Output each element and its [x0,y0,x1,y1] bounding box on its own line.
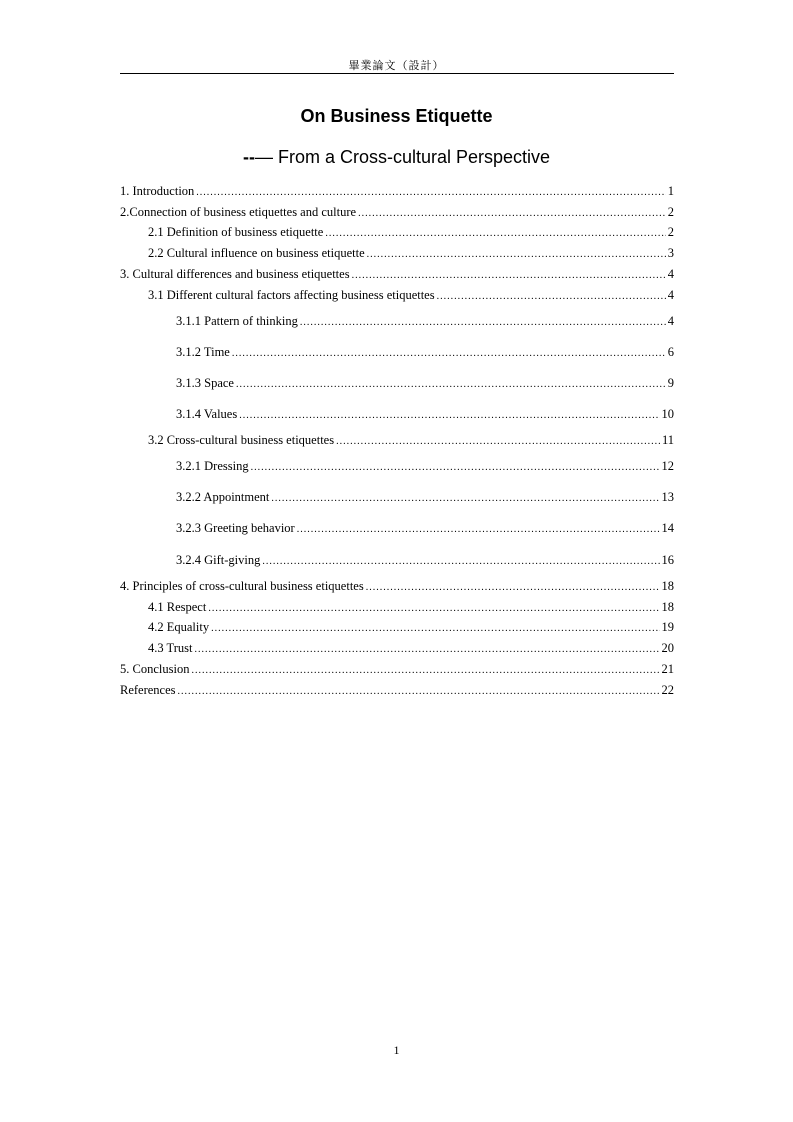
toc-entry-page: 14 [661,521,674,535]
toc-entry[interactable] [176,375,674,391]
toc-entry[interactable] [148,287,674,303]
toc-entry-label: 4.1 Respect [148,600,207,614]
toc-entry-label: 4.3 Trust [148,641,193,655]
toc-leader-dots [178,684,660,700]
toc-entry-page: 20 [661,641,674,655]
toc-entry[interactable] [148,245,674,261]
toc-entry-page: 18 [661,579,674,593]
toc-entry-label: 2.Connection of business etiquettes and culture [120,205,357,219]
toc-entry[interactable] [120,661,674,677]
running-header: 畢業論文（設計） [348,59,445,72]
toc-leader-dots [358,206,666,222]
toc-leader-dots [367,247,666,263]
toc-entry-page: 21 [661,662,674,676]
toc-entry[interactable] [176,552,674,568]
subtitle-dash: -- [242,147,255,167]
toc-entry-label: 4.2 Equality [148,620,210,634]
toc-leader-dots [196,185,665,201]
toc-entry-page: 11 [661,433,674,447]
toc-leader-dots [271,491,659,507]
toc-leader-dots [251,460,660,476]
toc-entry-label: 2.2 Cultural influence on business etiquette [148,246,365,260]
toc-entry-label: 1. Introduction [120,184,195,198]
toc-leader-dots [366,580,660,596]
document-title: On Business Etiquette [300,106,493,126]
toc-entry-page: 4 [667,314,674,328]
toc-leader-dots [352,268,666,284]
toc-entry[interactable] [120,578,674,594]
toc-entry-label: 3.2.1 Dressing [176,459,249,473]
toc-entry[interactable] [176,458,674,474]
toc-entry-label: 3.1 Different cultural factors affecting business etiquettes [148,288,435,302]
toc-entry[interactable] [148,640,674,656]
toc-entry-label: 3.1.2 Time [176,345,230,359]
toc-entry[interactable] [120,266,674,282]
toc-entry[interactable] [148,599,674,615]
toc-entry-label: 3.1.3 Space [176,376,234,390]
toc-entry[interactable] [176,344,674,360]
toc-entry-label: 2.1 Definition of business etiquette [148,225,324,239]
toc-entry-page: 10 [661,407,674,421]
subtitle-text: — From a Cross-cultural Perspective [254,147,551,167]
toc-entry-page: 2 [667,225,674,239]
toc-leader-dots [297,522,660,538]
toc-entry-page: 19 [661,620,674,634]
toc-leader-dots [239,408,659,424]
toc-leader-dots [437,289,666,305]
toc-entry[interactable] [148,432,674,448]
toc-entry-page: 12 [661,459,674,473]
toc-entry[interactable] [176,520,674,536]
toc-entry-page: 9 [667,376,674,390]
toc-leader-dots [232,346,666,362]
toc-entry-page: 6 [667,345,674,359]
toc-entry-page: 1 [667,184,674,198]
toc-entry-page: 22 [661,683,674,697]
toc-leader-dots [336,434,660,450]
toc-entry-label: 5. Conclusion [120,662,190,676]
toc-entry-page: 2 [667,205,674,219]
toc-leader-dots [300,315,666,331]
toc-entry-label: 3.2 Cross-cultural business etiquettes [148,433,335,447]
toc-entry[interactable] [148,619,674,635]
toc-entry-label: 3.2.3 Greeting behavior [176,521,295,535]
toc-entry-label: 4. Principles of cross-cultural business etiquettes [120,579,364,593]
toc-leader-dots [236,377,666,393]
toc-entry-label: 3. Cultural differences and business etiquettes [120,267,350,281]
toc-entry-label: 3.1.4 Values [176,407,238,421]
toc-leader-dots [191,663,659,679]
toc-leader-dots [325,226,665,242]
toc-entry[interactable] [148,224,674,240]
toc-entry-page: 4 [667,267,674,281]
toc-entry[interactable] [176,406,674,422]
toc-entry-page: 16 [661,553,674,567]
page-number: 1 [393,1043,400,1057]
toc-entry[interactable] [120,183,674,199]
toc-entry-page: 18 [661,600,674,614]
toc-entry-label: 3.1.1 Pattern of thinking [176,314,298,328]
toc-leader-dots [208,601,659,617]
toc-leader-dots [211,621,659,637]
toc-entry-label: 3.2.2 Appointment [176,490,270,504]
toc-leader-dots [194,642,659,658]
toc-leader-dots [262,554,659,570]
toc-entry[interactable] [176,313,674,329]
toc-entry-label: References [120,683,176,697]
toc-entry-page: 13 [661,490,674,504]
toc-entry-page: 4 [667,288,674,302]
toc-entry[interactable] [120,682,674,698]
toc-entry[interactable] [120,204,674,220]
toc-entry-label: 3.2.4 Gift-giving [176,553,261,567]
toc-entry[interactable] [176,489,674,505]
toc-entry-page: 3 [667,246,674,260]
